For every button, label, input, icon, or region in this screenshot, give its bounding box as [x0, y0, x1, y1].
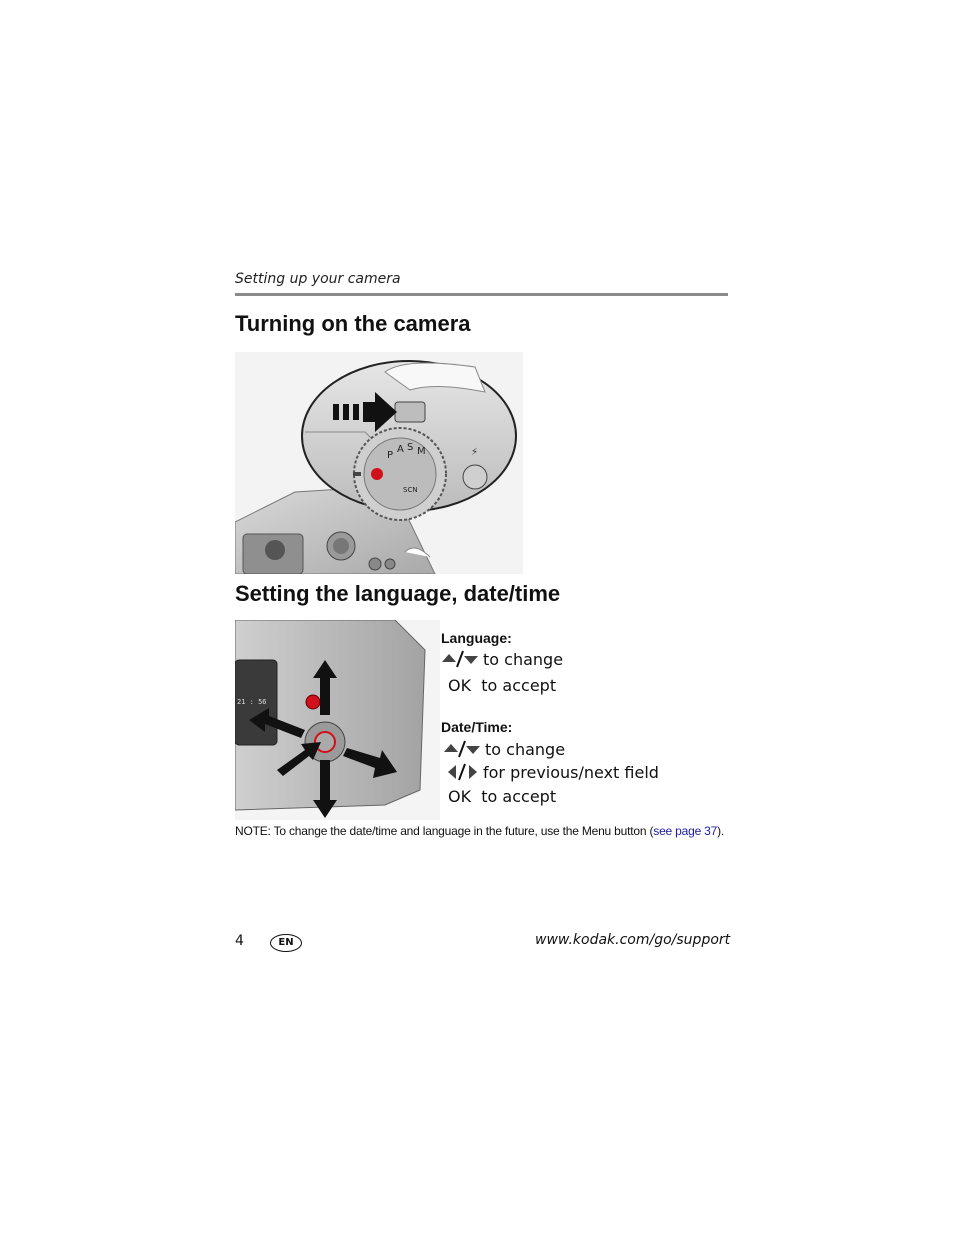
datetime-ok-key: OK	[448, 787, 472, 806]
camera-power-illustration	[235, 352, 523, 574]
note	[235, 824, 724, 838]
datetime-accept-row	[448, 787, 556, 806]
language-badge: EN	[270, 934, 302, 952]
power-button	[395, 402, 425, 422]
running-head: Setting up your camera	[235, 271, 401, 287]
mode-dial	[354, 428, 446, 520]
language-ok-key: OK	[448, 676, 472, 695]
datetime-change-row	[443, 739, 565, 759]
see-page-link[interactable]: see page 37	[653, 824, 718, 838]
header-rule	[235, 293, 728, 296]
menu-button-red	[306, 695, 320, 709]
left-right-arrows-icon	[447, 762, 479, 782]
language-accept-text: to accept	[481, 676, 557, 695]
section-title-turning-on: Turning on the camera	[235, 311, 471, 336]
dial-mode-a: A	[397, 444, 404, 455]
language-accept-row	[448, 676, 556, 695]
datetime-field-row	[447, 762, 659, 782]
datetime-field-text: for previous/next field	[483, 762, 659, 782]
language-change-row	[441, 649, 563, 669]
section-title-language-datetime: Setting the language, date/time	[235, 581, 561, 606]
dial-mode-p: P	[387, 450, 394, 461]
up-down-arrows-icon	[443, 739, 481, 759]
ok-button	[315, 732, 335, 752]
page-number: 4	[235, 933, 244, 949]
up-down-arrows-icon	[441, 649, 479, 669]
svg-text:21 : 56: 21 : 56	[237, 698, 267, 706]
dial-mode-s: S	[407, 442, 414, 453]
datetime-label: Date/Time:	[441, 719, 513, 735]
language-label: Language:	[441, 630, 512, 646]
support-url[interactable]: www.kodak.com/go/support	[535, 932, 731, 948]
dial-mode-scn: SCN	[403, 486, 418, 494]
language-change-text: to change	[483, 649, 564, 669]
flash-icon: ⚡	[471, 447, 479, 458]
camera-back-controls-illustration	[235, 620, 440, 820]
dial-mode-m: M	[417, 446, 426, 457]
note-text-after: ).	[717, 824, 725, 838]
datetime-accept-text: to accept	[481, 787, 557, 806]
datetime-change-text: to change	[485, 739, 566, 759]
note-text-before: NOTE: To change the date/time and language in the future, use the Menu button (	[235, 824, 654, 838]
